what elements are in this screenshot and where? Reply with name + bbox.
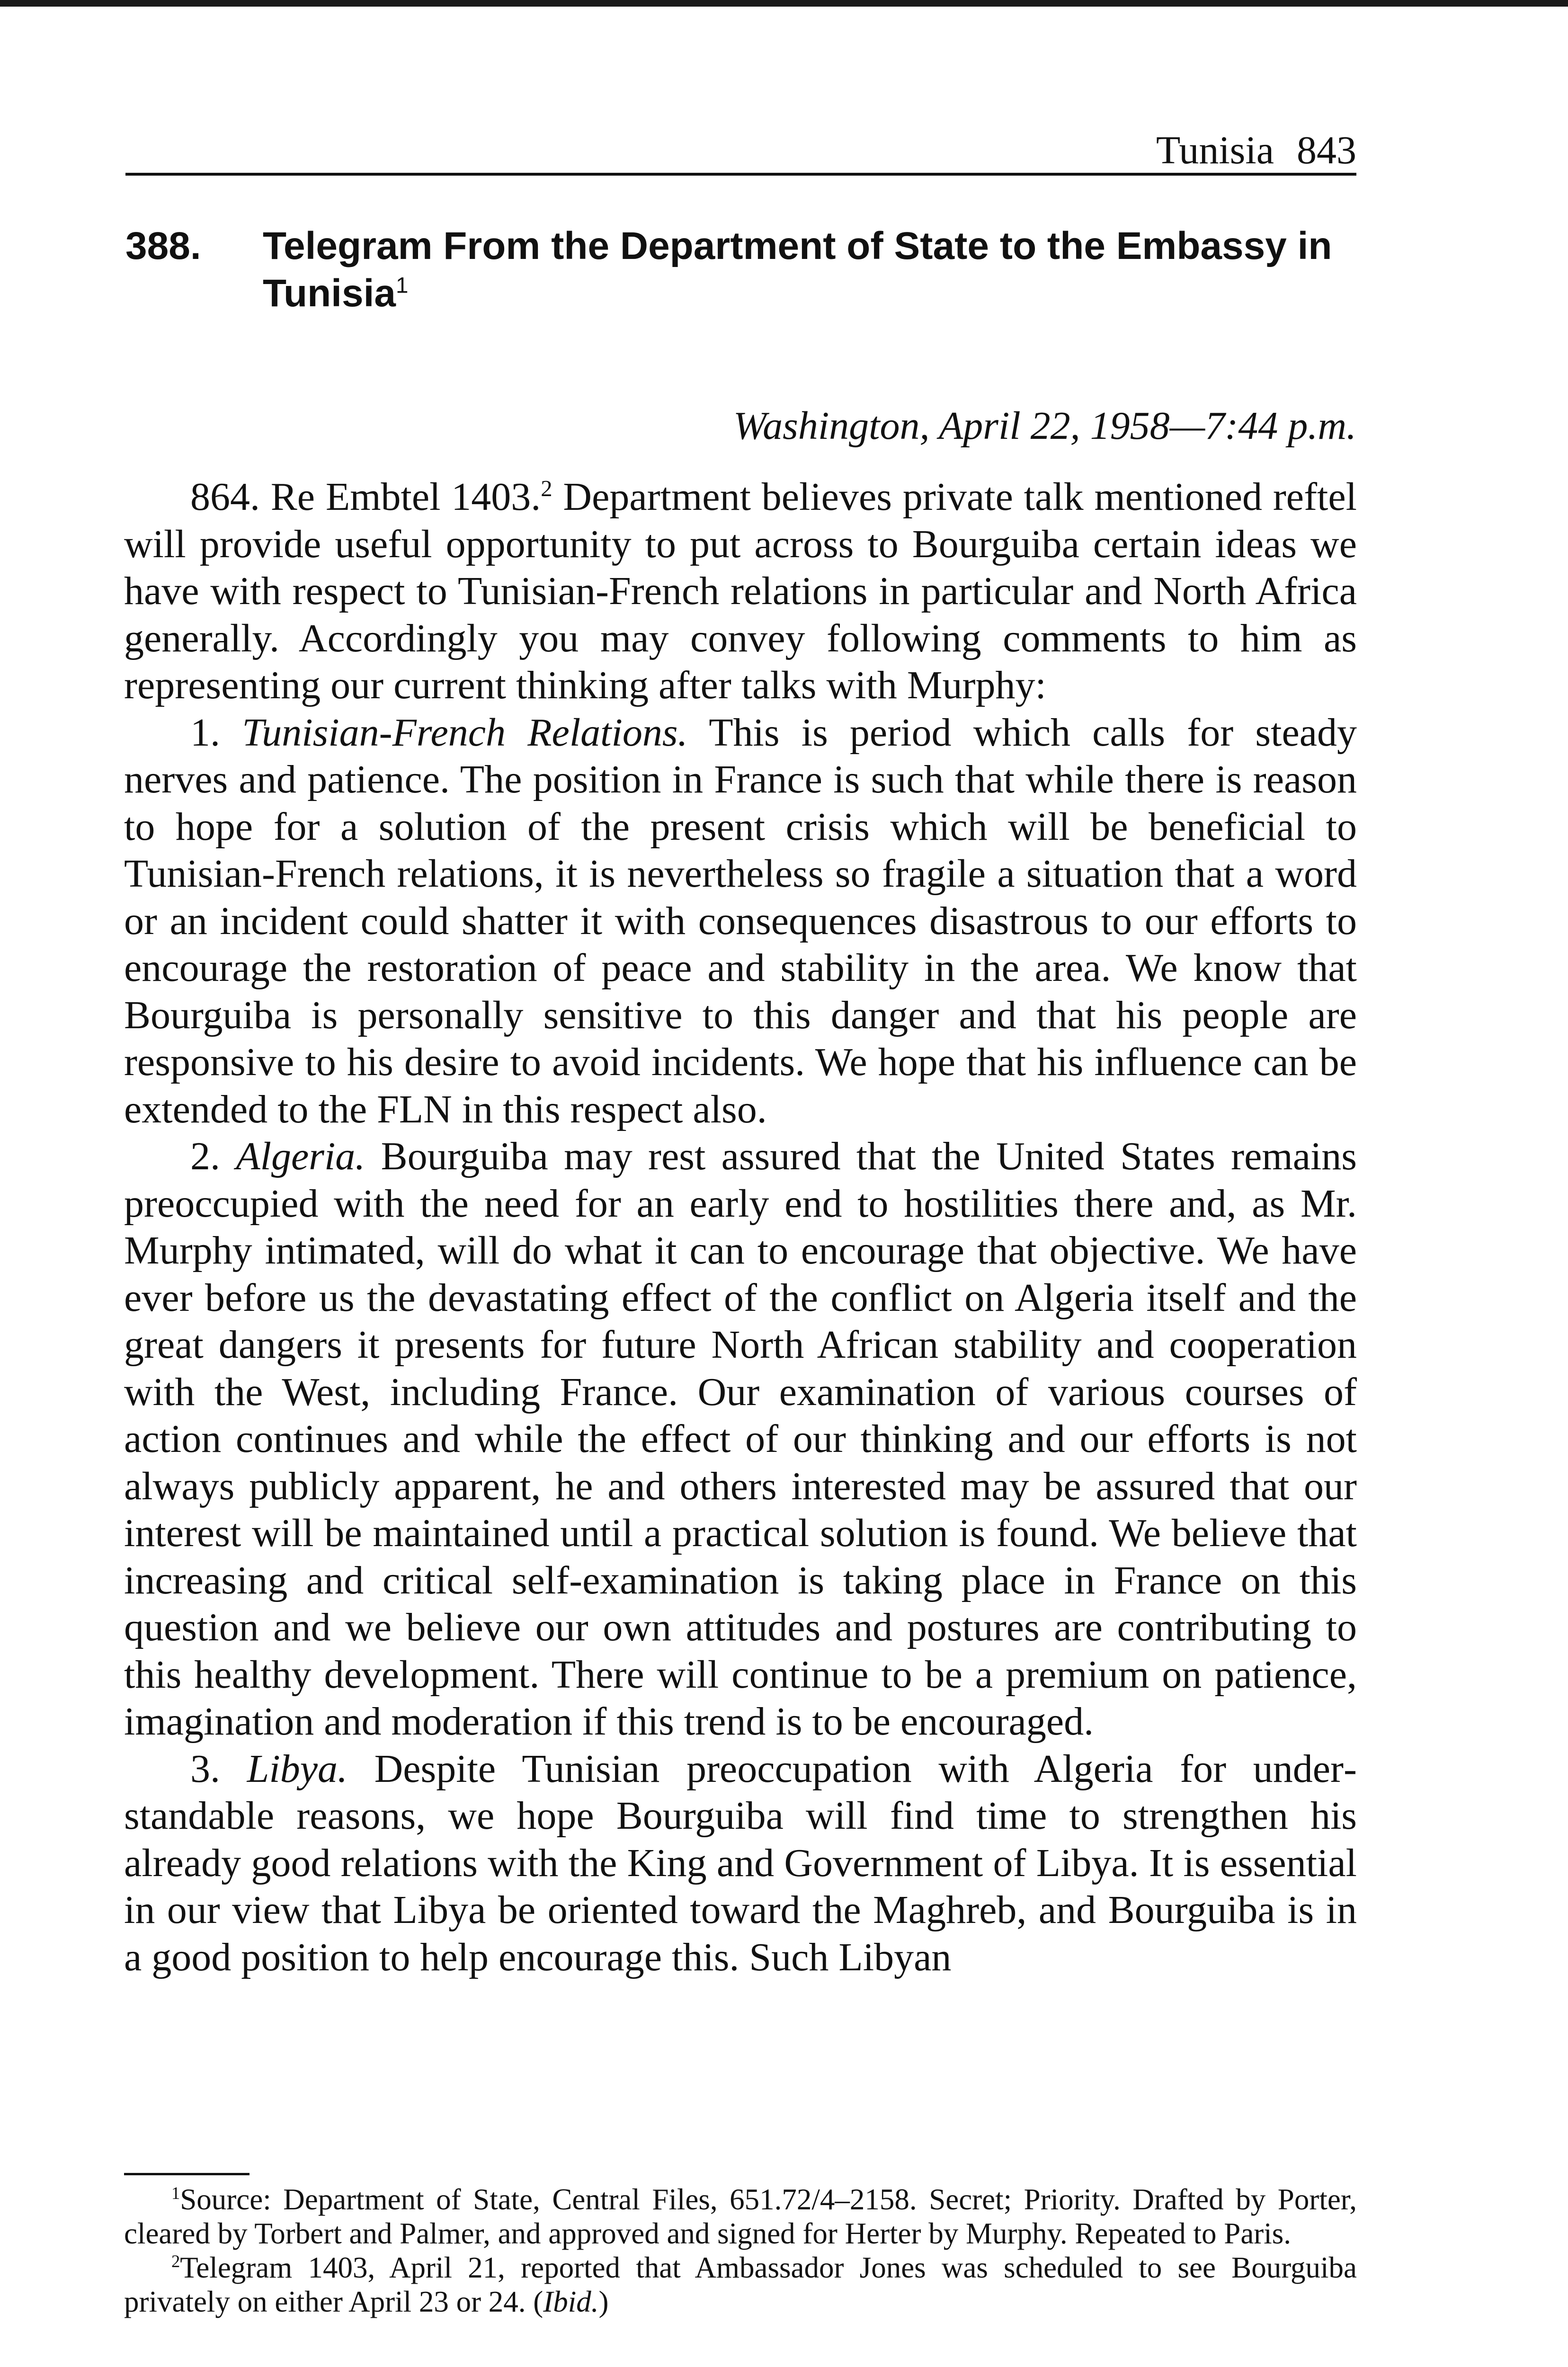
footnote-1 — [124, 2182, 1357, 2251]
paragraph-number: 1. — [190, 710, 220, 755]
paragraph-heading: Algeria. — [236, 1134, 365, 1178]
footnote-marker: 2 — [171, 2251, 180, 2271]
footnote-ibid: Ibid. — [543, 2285, 599, 2318]
footnote-divider — [124, 2173, 249, 2175]
document-number: 388. — [125, 224, 201, 267]
footnote-marker: 1 — [171, 2183, 180, 2203]
paragraph-libya — [124, 1745, 1357, 1981]
dateline: Washington, April 22, 1958—7:44 p.m. — [733, 404, 1356, 448]
body-text — [124, 473, 1357, 1981]
footnote-text: Telegram 1403, April 21, reported that Ambassador Jones was scheduled to see Bourguiba privately on either April 23 or 24. ( — [124, 2251, 1357, 2318]
footnote-reference-1: 1 — [395, 273, 409, 298]
paragraph-number: 3. — [190, 1746, 220, 1791]
footnote-text: Source: Department of State, Central Files, 651.72/4–2158. Secret; Priority. Drafted by Porter, cleared by Torbert and Palmer, and approved and signed for Herter by Murphy. Repeated to Paris. — [124, 2183, 1357, 2250]
paragraph-text: This is period which calls for steady nerves and patience. The position in France is such that while there is reason to hope for a solution of the present crisis which will be beneficial to Tunisian-French relations, it is nevertheless so fragile a situation that a word or an incident could shatter it with consequences disastrous to our efforts to encourage the restoration of peace and stability in the area. We know that Bourguiba is personally sensitive to this danger and that his people are responsive to his desire to avoid incidents. We hope that his influence can be extended to the FLN in this respect also. — [124, 710, 1357, 1131]
paragraph-heading: Tunisian-French Relations. — [242, 710, 688, 755]
paragraph-number: 2. — [190, 1134, 220, 1178]
document-title — [263, 222, 1356, 317]
paragraph-text: Bourguiba may rest assured that the United States remains preoccupied with the need for an early end to hostilities there and, as Mr. Murphy intimated, will do what it can to encourage that objective. We have ever before us the devastating effect of the conflict on Algeria itself and the great dangers it presents for future North African stability and cooperation with the West, including France. Our examination of various courses of action continues and while the effect of our thinking and our efforts is not always publicly apparent, he and others interested may be assured that our interest will be maintained until a practical solution is found. We believe that increasing and critical self-examination is taking place in France on this question and we believe our own attitudes and postures are contributing to this healthy development. There will continue to be a premium on patience, imagination and moderation if this trend is to be encouraged. — [124, 1134, 1357, 1744]
running-head-title: Tunisia — [1156, 128, 1274, 172]
footnote-reference-2: 2 — [541, 476, 552, 501]
top-border-rule — [0, 0, 1568, 7]
footnote-2 — [124, 2251, 1357, 2319]
page-number: 843 — [1297, 128, 1356, 172]
document-heading — [125, 222, 1356, 317]
footnote-close: ) — [598, 2285, 609, 2318]
paragraph-tunisian-french-relations — [124, 709, 1357, 1133]
paragraph-text: Despite Tunisian preoccupation with Algeria for understandable reasons, we hope Bourguiba will find time to strengthen his already good relations with the King and Government of Libya. It is essential in our view that Libya be oriented toward the Maghreb, and Bourguiba is in a good position to help encourage this. Such Libyan — [124, 1746, 1357, 1979]
paragraph-algeria — [124, 1133, 1357, 1745]
intro-text-body: Department believes private talk mentioned reftel will provide useful opportunity to put across to Bourguiba certain ideas we have with respect to Tunisian-French relations in particular and North Africa generally. Accordingly you may convey following comments to him as representing our current thinking after talks with Murphy: — [124, 475, 1357, 707]
footnotes — [124, 2182, 1357, 2319]
paragraph-heading: Libya. — [247, 1746, 347, 1791]
paragraph-intro — [124, 473, 1357, 709]
running-head — [125, 128, 1356, 176]
document-title-text: Telegram From the Department of State to the Embassy in Tunisia — [263, 224, 1332, 315]
intro-text-lead: 864. Re Embtel 1403. — [190, 475, 541, 519]
